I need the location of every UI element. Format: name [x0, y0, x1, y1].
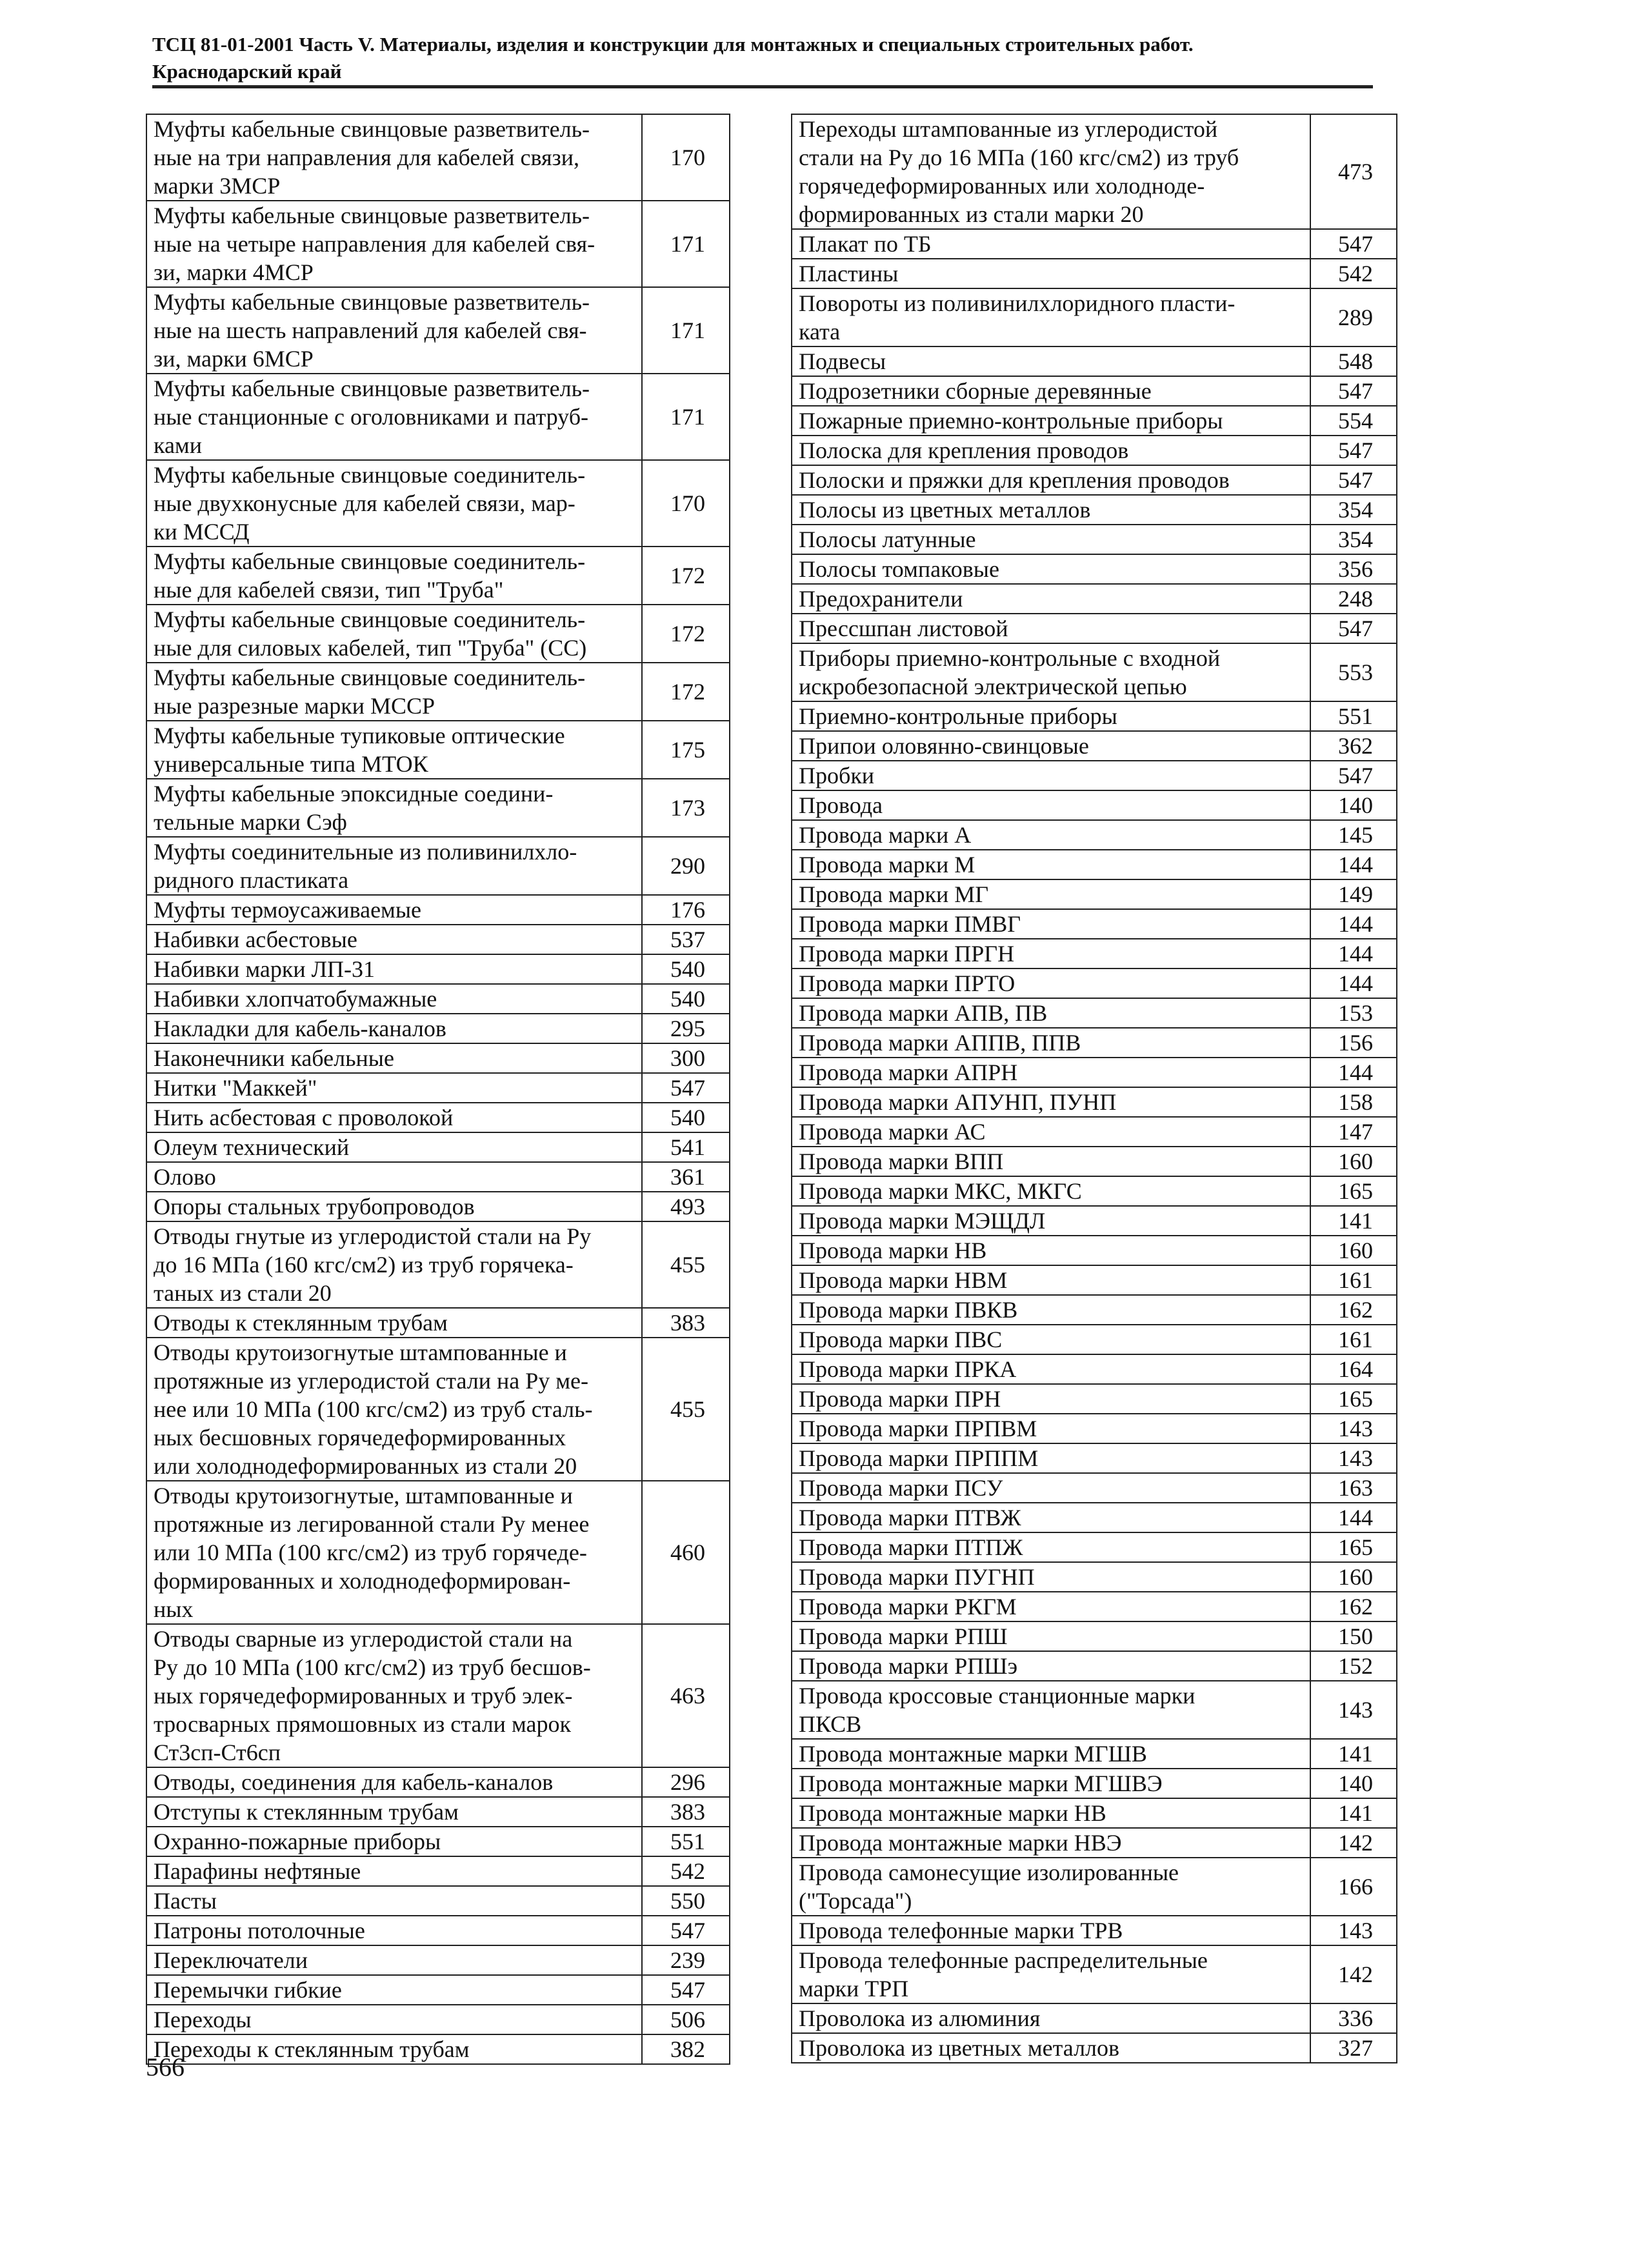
table-row	[792, 614, 1397, 643]
table-row	[792, 229, 1397, 259]
table-row	[792, 346, 1397, 376]
entry-page: 176	[642, 895, 730, 925]
entry-page: 362	[1310, 731, 1397, 761]
table-row	[792, 1858, 1397, 1916]
table-row	[792, 288, 1397, 346]
entry-name: Прессшпан листовой	[792, 614, 1310, 643]
entry-page: 160	[1310, 1562, 1397, 1592]
entry-page: 170	[642, 460, 730, 547]
entry-page: 160	[1310, 1147, 1397, 1176]
table-row	[146, 984, 730, 1014]
entry-page: 473	[1310, 114, 1397, 229]
entry-name: Полосы из цветных металлов	[792, 495, 1310, 525]
entry-name: Патроны потолочные	[146, 1916, 642, 1945]
table-row	[792, 1087, 1397, 1117]
entry-page: 160	[1310, 1236, 1397, 1265]
table-row	[792, 1916, 1397, 1945]
entry-name: Отводы крутоизогнутые штампованные и протяжные из углеродистой стали на Ру ме- нее или 10 МПа (100 кгс/см2) из труб сталь- ных бесшовных горячедеформированных или холоднодеформированных из стали 20	[146, 1338, 642, 1481]
entry-page: 140	[1310, 790, 1397, 820]
table-row	[792, 1562, 1397, 1592]
table-row	[146, 1073, 730, 1103]
entry-page: 141	[1310, 1798, 1397, 1828]
entry-page: 540	[642, 954, 730, 984]
table-row	[146, 779, 730, 837]
entry-page: 165	[1310, 1176, 1397, 1206]
entry-name: Полоска для крепления проводов	[792, 436, 1310, 465]
entry-name: Провода марки РПШ	[792, 1621, 1310, 1651]
entry-page: 144	[1310, 939, 1397, 968]
entry-page: 547	[1310, 614, 1397, 643]
table-row	[146, 1014, 730, 1043]
entry-page: 143	[1310, 1681, 1397, 1739]
entry-page: 171	[642, 287, 730, 374]
table-row	[146, 1797, 730, 1827]
entry-name: Набивки асбестовые	[146, 925, 642, 954]
table-row	[792, 939, 1397, 968]
table-row	[792, 1739, 1397, 1769]
entry-name: Нить асбестовая с проволокой	[146, 1103, 642, 1132]
entry-name: Переходы штампованные из углеродистой стали на Ру до 16 МПа (160 кгс/см2) из труб горячедеформированных или холодноде- формированных из стали марки 20	[792, 114, 1310, 229]
table-row	[146, 1338, 730, 1481]
entry-name: Предохранители	[792, 584, 1310, 614]
entry-name: Провода марки ПВКВ	[792, 1295, 1310, 1325]
entry-name: Отступы к стеклянным трубам	[146, 1797, 642, 1827]
table-row	[146, 663, 730, 721]
entry-name: Провода марки РКГМ	[792, 1592, 1310, 1621]
table-row	[792, 1206, 1397, 1236]
entry-name: Полоски и пряжки для крепления проводов	[792, 465, 1310, 495]
entry-name: Провода марки НВМ	[792, 1265, 1310, 1295]
table-row	[146, 1132, 730, 1162]
entry-page: 158	[1310, 1087, 1397, 1117]
entry-page: 143	[1310, 1414, 1397, 1443]
entry-page: 144	[1310, 1503, 1397, 1532]
entry-name: Провода марки МЭЩДЛ	[792, 1206, 1310, 1236]
entry-name: Повороты из поливинилхлоридного пласти- ката	[792, 288, 1310, 346]
table-row	[792, 1354, 1397, 1384]
entry-page: 361	[642, 1162, 730, 1192]
entry-name: Муфты термоусаживаемые	[146, 895, 642, 925]
table-row	[146, 605, 730, 663]
entry-name: Провода марки РПШэ	[792, 1651, 1310, 1681]
entry-name: Муфты кабельные свинцовые соединитель- ные разрезные марки МССР	[146, 663, 642, 721]
table-row	[792, 376, 1397, 406]
entry-name: Муфты кабельные свинцовые разветвитель- ные на четыре направления для кабелей свя- зи, марки 4МСР	[146, 201, 642, 287]
table-row	[792, 1473, 1397, 1503]
table-row	[792, 1532, 1397, 1562]
entry-name: Провода	[792, 790, 1310, 820]
entry-page: 150	[1310, 1621, 1397, 1651]
entry-name: Накладки для кабель-каналов	[146, 1014, 642, 1043]
entry-page: 463	[642, 1624, 730, 1767]
entry-page: 163	[1310, 1473, 1397, 1503]
table-row	[146, 1767, 730, 1797]
entry-name: Провода марки НВ	[792, 1236, 1310, 1265]
entry-name: Провода марки АППВ, ППВ	[792, 1028, 1310, 1058]
entry-page: 166	[1310, 1858, 1397, 1916]
entry-name: Переходы	[146, 2005, 642, 2034]
entry-page: 547	[642, 1916, 730, 1945]
table-row	[146, 1308, 730, 1338]
table-row	[146, 1886, 730, 1916]
entry-name: Муфты кабельные свинцовые соединитель- ные для кабелей связи, тип "Труба"	[146, 547, 642, 605]
table-row	[792, 1798, 1397, 1828]
header-title: ТСЦ 81-01-2001 Часть V. Материалы, изделия и конструкции для монтажных и специальных строительных работ.	[152, 33, 1194, 55]
entry-name: Переходы к стеклянным трубам	[146, 2034, 642, 2064]
table-row	[792, 1945, 1397, 2003]
entry-name: Отводы, соединения для кабель-каналов	[146, 1767, 642, 1797]
entry-page: 547	[1310, 436, 1397, 465]
entry-name: Переключатели	[146, 1945, 642, 1975]
entry-page: 383	[642, 1308, 730, 1338]
table-row	[792, 879, 1397, 909]
entry-page: 145	[1310, 820, 1397, 850]
entry-page: 248	[1310, 584, 1397, 614]
table-row	[146, 721, 730, 779]
entry-page: 540	[642, 1103, 730, 1132]
table-row	[792, 584, 1397, 614]
entry-name: Провода марки ПРН	[792, 1384, 1310, 1414]
table-row	[792, 1028, 1397, 1058]
entry-page: 547	[642, 1975, 730, 2005]
table-row	[792, 1828, 1397, 1858]
entry-page: 143	[1310, 1443, 1397, 1473]
entry-page: 383	[642, 1797, 730, 1827]
table-row	[146, 1827, 730, 1856]
entry-name: Отводы к стеклянным трубам	[146, 1308, 642, 1338]
entry-name: Пластины	[792, 259, 1310, 288]
table-row	[792, 1769, 1397, 1798]
entry-name: Наконечники кабельные	[146, 1043, 642, 1073]
table-row	[792, 850, 1397, 879]
table-row	[792, 1443, 1397, 1473]
table-row	[146, 374, 730, 460]
entry-name: Провода марки ПРПВМ	[792, 1414, 1310, 1443]
entry-name: Подрозетники сборные деревянные	[792, 376, 1310, 406]
table-row	[792, 2003, 1397, 2033]
table-row	[146, 1975, 730, 2005]
entry-page: 141	[1310, 1206, 1397, 1236]
table-row	[792, 406, 1397, 436]
entry-name: Провода марки АПУНП, ПУНП	[792, 1087, 1310, 1117]
entry-name: Муфты кабельные свинцовые соединитель- ные для силовых кабелей, тип "Труба" (СС)	[146, 605, 642, 663]
entry-name: Подвесы	[792, 346, 1310, 376]
right-index-table	[791, 114, 1397, 2063]
entry-name: Опоры стальных трубопроводов	[146, 1192, 642, 1221]
entry-page: 356	[1310, 554, 1397, 584]
entry-name: Муфты кабельные свинцовые разветвитель- ные на шесть направлений для кабелей свя- зи, марки 6МСР	[146, 287, 642, 374]
entry-name: Муфты кабельные свинцовые разветвитель- ные на три направления для кабелей связи, марки 3МСР	[146, 114, 642, 201]
table-row	[792, 2033, 1397, 2063]
entry-name: Провода марки ПМВГ	[792, 909, 1310, 939]
entry-page: 173	[642, 779, 730, 837]
entry-page: 143	[1310, 1916, 1397, 1945]
entry-page: 295	[642, 1014, 730, 1043]
table-row	[146, 1221, 730, 1308]
entry-page: 547	[1310, 229, 1397, 259]
table-row	[792, 1592, 1397, 1621]
entry-name: Отводы крутоизогнутые, штампованные и протяжные из легированной стали Ру менее или 10 МПа (100 кгс/см2) из труб горячеде- формированных и холоднодеформирован- ных	[146, 1481, 642, 1624]
entry-page: 354	[1310, 525, 1397, 554]
table-row	[146, 547, 730, 605]
table-row	[146, 1624, 730, 1767]
entry-name: Провода марки ПТПЖ	[792, 1532, 1310, 1562]
entry-page: 336	[1310, 2003, 1397, 2033]
table-row	[792, 1058, 1397, 1087]
entry-name: Провода кроссовые станционные марки ПКСВ	[792, 1681, 1310, 1739]
entry-page: 455	[642, 1221, 730, 1308]
header-region: Краснодарский край	[152, 60, 342, 83]
entry-page: 493	[642, 1192, 730, 1221]
entry-page: 354	[1310, 495, 1397, 525]
entry-page: 300	[642, 1043, 730, 1073]
entry-name: Муфты кабельные свинцовые разветвитель- ные станционные с оголовниками и патруб- ками	[146, 374, 642, 460]
entry-page: 164	[1310, 1354, 1397, 1384]
entry-name: Перемычки гибкие	[146, 1975, 642, 2005]
entry-name: Муфты кабельные свинцовые соединитель- ные двухконусные для кабелей связи, мар- ки МССД	[146, 460, 642, 547]
entry-page: 460	[642, 1481, 730, 1624]
entry-page: 170	[642, 114, 730, 201]
entry-page: 455	[642, 1338, 730, 1481]
table-row	[792, 1503, 1397, 1532]
entry-page: 144	[1310, 850, 1397, 879]
table-row	[792, 1384, 1397, 1414]
table-row	[792, 1651, 1397, 1681]
entry-page: 161	[1310, 1265, 1397, 1295]
entry-page: 542	[642, 1856, 730, 1886]
entry-page: 540	[642, 984, 730, 1014]
entry-name: Провода марки АС	[792, 1117, 1310, 1147]
table-row	[792, 968, 1397, 998]
table-row	[146, 1043, 730, 1073]
entry-page: 548	[1310, 346, 1397, 376]
table-row	[146, 895, 730, 925]
entry-page: 141	[1310, 1739, 1397, 1769]
entry-page: 547	[1310, 761, 1397, 790]
entry-page: 547	[642, 1073, 730, 1103]
entry-name: Провода марки ПРТО	[792, 968, 1310, 998]
table-row	[792, 259, 1397, 288]
table-row	[792, 1265, 1397, 1295]
entry-name: Провода марки АПВ, ПВ	[792, 998, 1310, 1028]
table-row	[146, 2005, 730, 2034]
entry-name: Плакат по ТБ	[792, 229, 1310, 259]
table-row	[146, 925, 730, 954]
entry-name: Провода монтажные марки НВЭ	[792, 1828, 1310, 1858]
entry-page: 142	[1310, 1828, 1397, 1858]
table-row	[792, 1176, 1397, 1206]
entry-name: Пасты	[146, 1886, 642, 1916]
entry-name: Нитки "Маккей"	[146, 1073, 642, 1103]
entry-name: Парафины нефтяные	[146, 1856, 642, 1886]
entry-page: 550	[642, 1886, 730, 1916]
entry-name: Проволока из цветных металлов	[792, 2033, 1310, 2063]
entry-page: 172	[642, 605, 730, 663]
table-row	[146, 1103, 730, 1132]
entry-name: Набивки марки ЛП-31	[146, 954, 642, 984]
table-row	[146, 201, 730, 287]
entry-name: Муфты кабельные эпоксидные соедини- тельные марки Сэф	[146, 779, 642, 837]
entry-name: Провода монтажные марки МГШВЭ	[792, 1769, 1310, 1798]
table-row	[792, 1117, 1397, 1147]
entry-name: Провода марки М	[792, 850, 1310, 879]
entry-page: 171	[642, 201, 730, 287]
entry-name: Провода марки ВПП	[792, 1147, 1310, 1176]
entry-name: Провода телефонные распределительные марки ТРП	[792, 1945, 1310, 2003]
entry-name: Пожарные приемно-контрольные приборы	[792, 406, 1310, 436]
entry-name: Приборы приемно-контрольные с входной искробезопасной электрической цепью	[792, 643, 1310, 701]
entry-page: 161	[1310, 1325, 1397, 1354]
entry-name: Провода марки ПВС	[792, 1325, 1310, 1354]
entry-page: 172	[642, 547, 730, 605]
table-row	[792, 1147, 1397, 1176]
table-row	[146, 954, 730, 984]
entry-name: Олово	[146, 1162, 642, 1192]
entry-name: Отводы гнутые из углеродистой стали на Ру до 16 МПа (160 кгс/см2) из труб горячека- таных из стали 20	[146, 1221, 642, 1308]
entry-page: 147	[1310, 1117, 1397, 1147]
entry-name: Проволока из алюминия	[792, 2003, 1310, 2033]
entry-name: Провода самонесущие изолированные ("Торсада")	[792, 1858, 1310, 1916]
entry-name: Полосы томпаковые	[792, 554, 1310, 584]
table-row	[146, 2034, 730, 2064]
table-row	[792, 820, 1397, 850]
entry-page: 289	[1310, 288, 1397, 346]
table-row	[146, 1945, 730, 1975]
entry-name: Провода марки МКС, МКГС	[792, 1176, 1310, 1206]
entry-name: Провода марки ПУГНП	[792, 1562, 1310, 1592]
entry-page: 551	[642, 1827, 730, 1856]
entry-page: 382	[642, 2034, 730, 2064]
entry-page: 142	[1310, 1945, 1397, 2003]
entry-name: Пробки	[792, 761, 1310, 790]
entry-page: 547	[1310, 376, 1397, 406]
entry-page: 144	[1310, 968, 1397, 998]
table-row	[146, 1856, 730, 1886]
entry-page: 144	[1310, 909, 1397, 939]
header-rule	[152, 85, 1373, 88]
table-row	[792, 1414, 1397, 1443]
entry-page: 171	[642, 374, 730, 460]
table-row	[146, 1916, 730, 1945]
entry-name: Отводы сварные из углеродистой стали на Ру до 10 МПа (100 кгс/см2) из труб бесшов- ных горячедеформированных и труб элек- тросварных прямошовных из стали марок Ст3сп-Ст6сп	[146, 1624, 642, 1767]
entry-name: Провода марки А	[792, 820, 1310, 850]
entry-page: 165	[1310, 1384, 1397, 1414]
entry-name: Провода монтажные марки НВ	[792, 1798, 1310, 1828]
page-number: 566	[146, 2052, 185, 2082]
table-row	[146, 1162, 730, 1192]
table-row	[146, 1481, 730, 1624]
entry-page: 554	[1310, 406, 1397, 436]
table-row	[146, 1192, 730, 1221]
table-row	[792, 554, 1397, 584]
entry-name: Провода марки АПРН	[792, 1058, 1310, 1087]
table-row	[792, 909, 1397, 939]
entry-name: Провода марки ПСУ	[792, 1473, 1310, 1503]
entry-page: 553	[1310, 643, 1397, 701]
entry-name: Набивки хлопчатобумажные	[146, 984, 642, 1014]
table-row	[146, 287, 730, 374]
entry-name: Провода монтажные марки МГШВ	[792, 1739, 1310, 1769]
document-header	[152, 31, 1378, 85]
entry-page: 144	[1310, 1058, 1397, 1087]
entry-page: 175	[642, 721, 730, 779]
entry-name: Муфты соединительные из поливинилхло- ридного пластиката	[146, 837, 642, 895]
table-row	[146, 460, 730, 547]
table-row	[792, 436, 1397, 465]
entry-page: 506	[642, 2005, 730, 2034]
entry-page: 537	[642, 925, 730, 954]
entry-name: Приемно-контрольные приборы	[792, 701, 1310, 731]
table-row	[792, 790, 1397, 820]
entry-page: 551	[1310, 701, 1397, 731]
table-row	[792, 1621, 1397, 1651]
entry-name: Полосы латунные	[792, 525, 1310, 554]
entry-page: 290	[642, 837, 730, 895]
entry-page: 140	[1310, 1769, 1397, 1798]
table-row	[792, 465, 1397, 495]
entry-page: 327	[1310, 2033, 1397, 2063]
entry-name: Провода марки ПРКА	[792, 1354, 1310, 1384]
entry-page: 541	[642, 1132, 730, 1162]
entry-page: 165	[1310, 1532, 1397, 1562]
entry-name: Провода марки ПТВЖ	[792, 1503, 1310, 1532]
entry-page: 296	[642, 1767, 730, 1797]
table-row	[792, 1295, 1397, 1325]
table-row	[792, 643, 1397, 701]
entry-name: Провода марки ПРППМ	[792, 1443, 1310, 1473]
table-row	[792, 1236, 1397, 1265]
entry-name: Провода телефонные марки ТРВ	[792, 1916, 1310, 1945]
table-row	[792, 998, 1397, 1028]
table-row	[792, 525, 1397, 554]
table-row	[792, 1325, 1397, 1354]
entry-page: 547	[1310, 465, 1397, 495]
entry-name: Охранно-пожарные приборы	[146, 1827, 642, 1856]
entry-page: 149	[1310, 879, 1397, 909]
entry-page: 239	[642, 1945, 730, 1975]
entry-name: Провода марки МГ	[792, 879, 1310, 909]
entry-name: Муфты кабельные тупиковые оптические универсальные типа МТОК	[146, 721, 642, 779]
table-row	[146, 114, 730, 201]
entry-page: 162	[1310, 1592, 1397, 1621]
table-row	[792, 114, 1397, 229]
entry-page: 162	[1310, 1295, 1397, 1325]
entry-name: Припои оловянно-свинцовые	[792, 731, 1310, 761]
left-index-table	[146, 114, 730, 2065]
entry-page: 542	[1310, 259, 1397, 288]
table-row	[792, 701, 1397, 731]
entry-name: Провода марки ПРГН	[792, 939, 1310, 968]
table-row	[146, 837, 730, 895]
entry-page: 152	[1310, 1651, 1397, 1681]
entry-name: Олеум технический	[146, 1132, 642, 1162]
entry-page: 172	[642, 663, 730, 721]
table-row	[792, 495, 1397, 525]
table-row	[792, 731, 1397, 761]
entry-page: 153	[1310, 998, 1397, 1028]
table-row	[792, 761, 1397, 790]
table-row	[792, 1681, 1397, 1739]
entry-page: 156	[1310, 1028, 1397, 1058]
